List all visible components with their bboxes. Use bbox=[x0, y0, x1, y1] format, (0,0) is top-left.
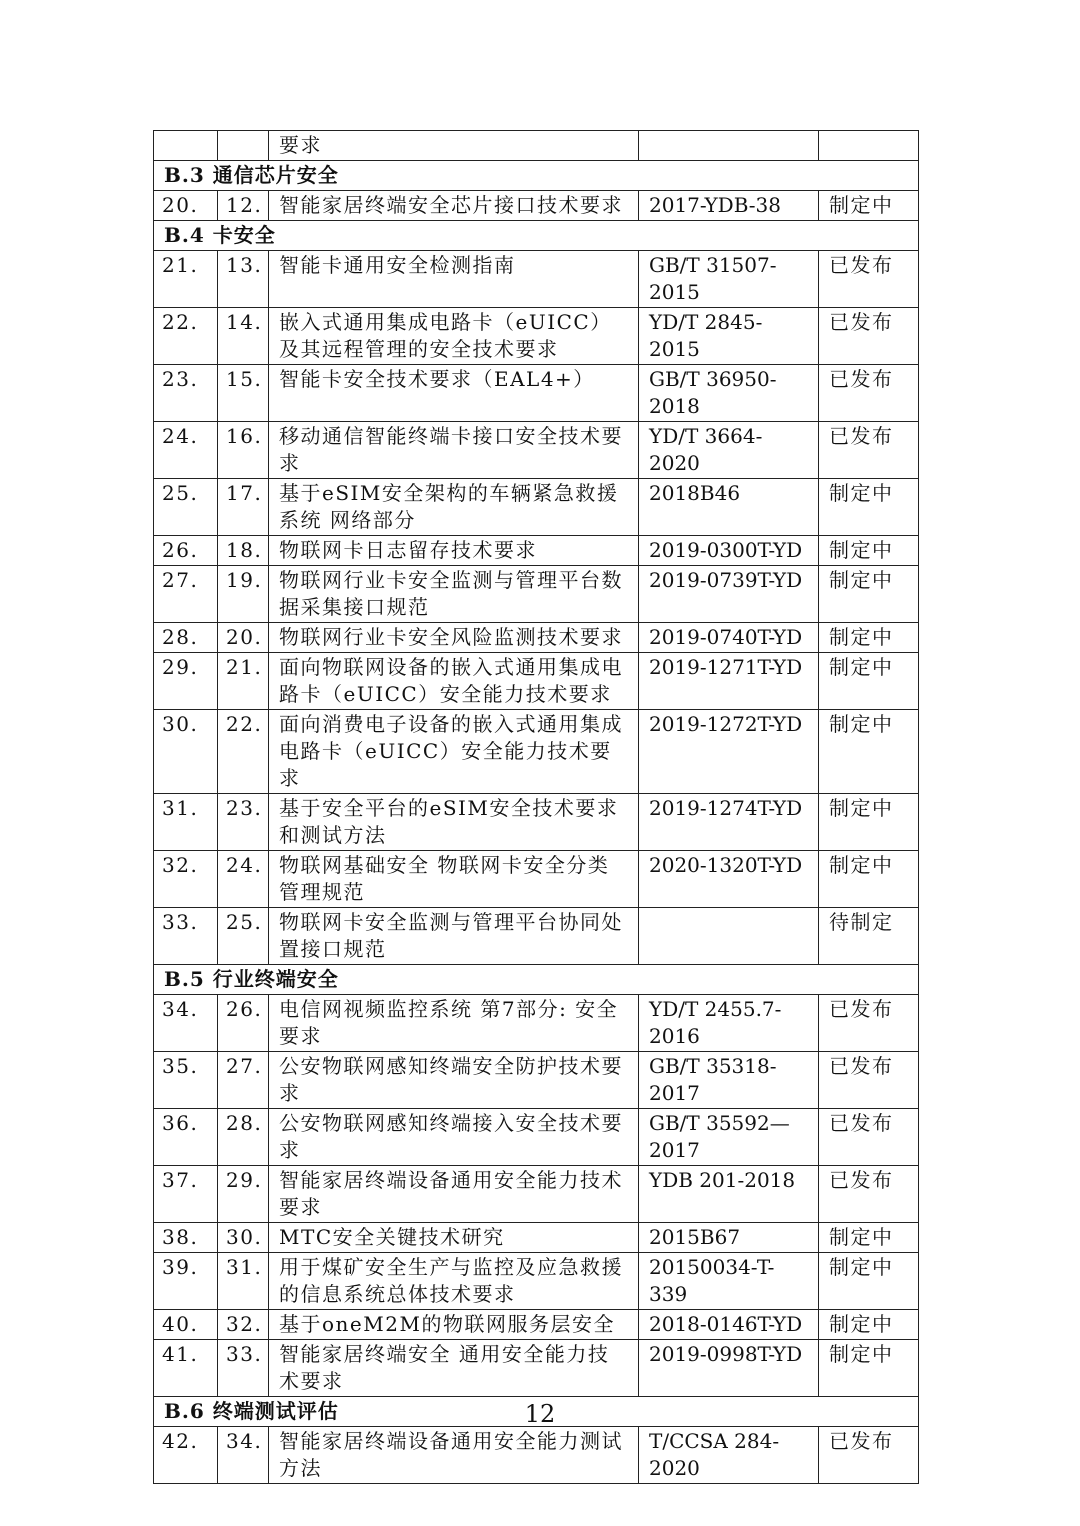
status-cell: 已发布 bbox=[819, 1166, 919, 1223]
status-cell: 制定中 bbox=[819, 851, 919, 908]
standard-code-cell: 2019-0300T-YD bbox=[639, 536, 819, 566]
standard-name-cell: 要求 bbox=[269, 131, 639, 161]
sub-number-cell: 20. bbox=[218, 623, 269, 653]
serial-number-cell: 41. bbox=[154, 1340, 218, 1397]
standard-name-cell: 智能卡安全技术要求（EAL4+） bbox=[269, 365, 639, 422]
sub-number-cell: 25. bbox=[218, 908, 269, 965]
sub-number-cell: 28. bbox=[218, 1109, 269, 1166]
standard-code-cell: 2019-1274T-YD bbox=[639, 794, 819, 851]
table-row bbox=[154, 1253, 919, 1310]
status-cell: 制定中 bbox=[819, 1253, 919, 1310]
standard-name-cell: 智能家居终端安全芯片接口技术要求 bbox=[269, 191, 639, 221]
status-cell: 制定中 bbox=[819, 710, 919, 794]
standard-name-cell: 电信网视频监控系统 第7部分: 安全要求 bbox=[269, 995, 639, 1052]
serial-number-cell: 40. bbox=[154, 1310, 218, 1340]
sub-number-cell: 12. bbox=[218, 191, 269, 221]
status-cell: 已发布 bbox=[819, 308, 919, 365]
section-row bbox=[154, 221, 919, 251]
status-cell: 制定中 bbox=[819, 191, 919, 221]
status-cell: 待制定 bbox=[819, 908, 919, 965]
sub-number-cell: 26. bbox=[218, 995, 269, 1052]
sub-number-cell: 30. bbox=[218, 1223, 269, 1253]
standard-name-cell: 物联网行业卡安全监测与管理平台数据采集接口规范 bbox=[269, 566, 639, 623]
sub-number-cell: 33. bbox=[218, 1340, 269, 1397]
standard-code-cell: 2018B46 bbox=[639, 479, 819, 536]
sub-number-cell: 29. bbox=[218, 1166, 269, 1223]
status-cell bbox=[819, 131, 919, 161]
section-row bbox=[154, 161, 919, 191]
table-row bbox=[154, 1427, 919, 1484]
status-cell: 已发布 bbox=[819, 1109, 919, 1166]
serial-number-cell: 24. bbox=[154, 422, 218, 479]
status-cell: 制定中 bbox=[819, 1340, 919, 1397]
table-row bbox=[154, 251, 919, 308]
status-cell: 制定中 bbox=[819, 653, 919, 710]
status-cell: 制定中 bbox=[819, 1223, 919, 1253]
standard-code-cell: 2018-0146T-YD bbox=[639, 1310, 819, 1340]
status-cell: 已发布 bbox=[819, 1052, 919, 1109]
page-number: 12 bbox=[524, 1400, 556, 1428]
standard-code-cell bbox=[639, 131, 819, 161]
table-row bbox=[154, 536, 919, 566]
serial-number-cell: 28. bbox=[154, 623, 218, 653]
sub-number-cell: 13. bbox=[218, 251, 269, 308]
sub-number-cell: 18. bbox=[218, 536, 269, 566]
table-row bbox=[154, 710, 919, 794]
standard-code-cell: 2015B67 bbox=[639, 1223, 819, 1253]
standard-code-cell: 2020-1320T-YD bbox=[639, 851, 819, 908]
standard-code-cell: YDB 201-2018 bbox=[639, 1166, 819, 1223]
sub-number-cell: 24. bbox=[218, 851, 269, 908]
sub-number-cell: 34. bbox=[218, 1427, 269, 1484]
serial-number-cell: 39. bbox=[154, 1253, 218, 1310]
standard-name-cell: MTC安全关键技术研究 bbox=[269, 1223, 639, 1253]
standard-code-cell: 2017-YDB-38 bbox=[639, 191, 819, 221]
table-row bbox=[154, 191, 919, 221]
standard-code-cell: 2019-0739T-YD bbox=[639, 566, 819, 623]
standard-name-cell: 物联网卡安全监测与管理平台协同处置接口规范 bbox=[269, 908, 639, 965]
serial-number-cell: 29. bbox=[154, 653, 218, 710]
sub-number-cell: 16. bbox=[218, 422, 269, 479]
table-row bbox=[154, 422, 919, 479]
table-row bbox=[154, 1166, 919, 1223]
status-cell: 已发布 bbox=[819, 1427, 919, 1484]
sub-number-cell: 14. bbox=[218, 308, 269, 365]
standard-name-cell: 基于eSIM安全架构的车辆紧急救援系统 网络部分 bbox=[269, 479, 639, 536]
table-row bbox=[154, 1310, 919, 1340]
section-heading: B.3 通信芯片安全 bbox=[154, 161, 919, 191]
serial-number-cell: 38. bbox=[154, 1223, 218, 1253]
table-row bbox=[154, 653, 919, 710]
standard-code-cell: 2019-1272T-YD bbox=[639, 710, 819, 794]
serial-number-cell: 22. bbox=[154, 308, 218, 365]
serial-number-cell: 37. bbox=[154, 1166, 218, 1223]
standard-name-cell: 面向物联网设备的嵌入式通用集成电路卡（eUICC）安全能力技术要求 bbox=[269, 653, 639, 710]
serial-number-cell: 21. bbox=[154, 251, 218, 308]
standards-table bbox=[153, 130, 919, 1484]
standard-code-cell: GB/T 36950-2018 bbox=[639, 365, 819, 422]
standard-code-cell: 2019-1271T-YD bbox=[639, 653, 819, 710]
standard-name-cell: 基于安全平台的eSIM安全技术要求和测试方法 bbox=[269, 794, 639, 851]
standard-name-cell: 物联网基础安全 物联网卡安全分类管理规范 bbox=[269, 851, 639, 908]
serial-number-cell: 23. bbox=[154, 365, 218, 422]
table-row bbox=[154, 1223, 919, 1253]
sub-number-cell: 27. bbox=[218, 1052, 269, 1109]
standard-name-cell: 智能家居终端设备通用安全能力测试方法 bbox=[269, 1427, 639, 1484]
standard-name-cell: 智能卡通用安全检测指南 bbox=[269, 251, 639, 308]
standard-code-cell: 20150034-T-339 bbox=[639, 1253, 819, 1310]
table-row bbox=[154, 1052, 919, 1109]
standard-name-cell: 公安物联网感知终端安全防护技术要求 bbox=[269, 1052, 639, 1109]
standard-code-cell: GB/T 35318-2017 bbox=[639, 1052, 819, 1109]
status-cell: 已发布 bbox=[819, 422, 919, 479]
standard-name-cell: 面向消费电子设备的嵌入式通用集成电路卡（eUICC）安全能力技术要求 bbox=[269, 710, 639, 794]
standards-table-body bbox=[154, 131, 919, 1484]
status-cell: 制定中 bbox=[819, 536, 919, 566]
table-row bbox=[154, 566, 919, 623]
table-row bbox=[154, 851, 919, 908]
section-heading: B.6 终端测试评估 bbox=[154, 1397, 919, 1427]
sub-number-cell bbox=[218, 131, 269, 161]
standard-code-cell: YD/T 3664-2020 bbox=[639, 422, 819, 479]
serial-number-cell: 42. bbox=[154, 1427, 218, 1484]
sub-number-cell: 21. bbox=[218, 653, 269, 710]
serial-number-cell bbox=[154, 131, 218, 161]
table-row bbox=[154, 308, 919, 365]
standard-name-cell: 用于煤矿安全生产与监控及应急救援的信息系统总体技术要求 bbox=[269, 1253, 639, 1310]
standard-code-cell: GB/T 35592—2017 bbox=[639, 1109, 819, 1166]
status-cell: 制定中 bbox=[819, 623, 919, 653]
serial-number-cell: 35. bbox=[154, 1052, 218, 1109]
standard-name-cell: 物联网行业卡安全风险监测技术要求 bbox=[269, 623, 639, 653]
standard-name-cell: 公安物联网感知终端接入安全技术要求 bbox=[269, 1109, 639, 1166]
standard-code-cell: T/CCSA 284-2020 bbox=[639, 1427, 819, 1484]
table-row bbox=[154, 908, 919, 965]
sub-number-cell: 22. bbox=[218, 710, 269, 794]
section-heading: B.5 行业终端安全 bbox=[154, 965, 919, 995]
section-row bbox=[154, 965, 919, 995]
table-row bbox=[154, 1340, 919, 1397]
serial-number-cell: 31. bbox=[154, 794, 218, 851]
serial-number-cell: 25. bbox=[154, 479, 218, 536]
table-row bbox=[154, 794, 919, 851]
status-cell: 制定中 bbox=[819, 794, 919, 851]
sub-number-cell: 19. bbox=[218, 566, 269, 623]
standard-code-cell: 2019-0998T-YD bbox=[639, 1340, 819, 1397]
standard-code-cell: GB/T 31507-2015 bbox=[639, 251, 819, 308]
table-row bbox=[154, 365, 919, 422]
serial-number-cell: 27. bbox=[154, 566, 218, 623]
standard-code-cell bbox=[639, 908, 819, 965]
status-cell: 制定中 bbox=[819, 479, 919, 536]
table-row bbox=[154, 1109, 919, 1166]
standard-name-cell: 智能家居终端安全 通用安全能力技术要求 bbox=[269, 1340, 639, 1397]
status-cell: 制定中 bbox=[819, 1310, 919, 1340]
standard-name-cell: 移动通信智能终端卡接口安全技术要求 bbox=[269, 422, 639, 479]
standard-code-cell: YD/T 2845-2015 bbox=[639, 308, 819, 365]
table-row bbox=[154, 995, 919, 1052]
serial-number-cell: 20. bbox=[154, 191, 218, 221]
sub-number-cell: 32. bbox=[218, 1310, 269, 1340]
serial-number-cell: 33. bbox=[154, 908, 218, 965]
standard-code-cell: YD/T 2455.7-2016 bbox=[639, 995, 819, 1052]
serial-number-cell: 26. bbox=[154, 536, 218, 566]
sub-number-cell: 31. bbox=[218, 1253, 269, 1310]
serial-number-cell: 36. bbox=[154, 1109, 218, 1166]
status-cell: 已发布 bbox=[819, 365, 919, 422]
serial-number-cell: 30. bbox=[154, 710, 218, 794]
standard-name-cell: 基于oneM2M的物联网服务层安全 bbox=[269, 1310, 639, 1340]
status-cell: 已发布 bbox=[819, 251, 919, 308]
section-heading: B.4 卡安全 bbox=[154, 221, 919, 251]
standard-name-cell: 嵌入式通用集成电路卡（eUICC）及其远程管理的安全技术要求 bbox=[269, 308, 639, 365]
standard-name-cell: 智能家居终端设备通用安全能力技术要求 bbox=[269, 1166, 639, 1223]
status-cell: 制定中 bbox=[819, 566, 919, 623]
standard-name-cell: 物联网卡日志留存技术要求 bbox=[269, 536, 639, 566]
table-row bbox=[154, 131, 919, 161]
serial-number-cell: 34. bbox=[154, 995, 218, 1052]
sub-number-cell: 17. bbox=[218, 479, 269, 536]
status-cell: 已发布 bbox=[819, 995, 919, 1052]
sub-number-cell: 23. bbox=[218, 794, 269, 851]
sub-number-cell: 15. bbox=[218, 365, 269, 422]
table-row bbox=[154, 623, 919, 653]
table-row bbox=[154, 479, 919, 536]
standard-code-cell: 2019-0740T-YD bbox=[639, 623, 819, 653]
serial-number-cell: 32. bbox=[154, 851, 218, 908]
